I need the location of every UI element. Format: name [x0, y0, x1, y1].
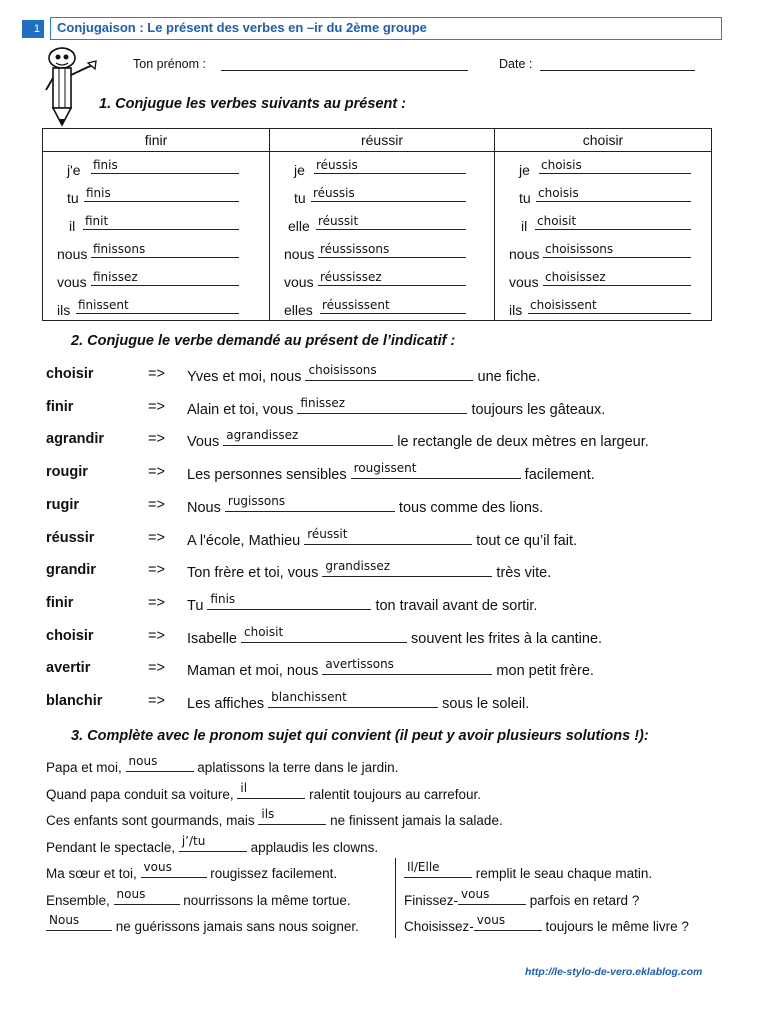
exercise-row: [46, 559, 746, 584]
date-label: Date :: [499, 57, 533, 71]
pronoun: ils: [509, 302, 523, 318]
table-row: [43, 264, 712, 292]
handwritten-answer: finis: [86, 186, 111, 200]
column-header-reussir: réussir: [270, 129, 495, 152]
answer-line[interactable]: [318, 285, 466, 286]
handwritten-answer: choisissent: [530, 298, 597, 312]
sentence: [187, 363, 541, 385]
sentence-end: applaudis les clowns.: [246, 839, 379, 855]
sentence-end: tout ce qu’il fait.: [472, 532, 578, 549]
section2-heading: 2. Conjugue le verbe demandé au présent de l’indicatif :: [71, 333, 456, 349]
handwritten-answer: finissez: [300, 395, 346, 410]
handwritten-answer: finissons: [93, 242, 146, 256]
handwritten-answer: nous: [128, 754, 158, 768]
infinitive-verb: choisir: [46, 627, 94, 644]
answer-line[interactable]: [543, 257, 691, 258]
sentence-end: très vite.: [492, 565, 552, 582]
date-field[interactable]: [540, 70, 695, 71]
handwritten-answer: réussissez: [320, 270, 382, 284]
pronoun: elles: [284, 302, 313, 318]
answer-blank[interactable]: [237, 780, 305, 799]
handwritten-answer: avertissons: [325, 657, 394, 672]
exercise-row: [46, 860, 338, 881]
sentence: [187, 624, 603, 647]
sentence: [187, 559, 552, 582]
sentence: [187, 690, 530, 712]
table-row: [43, 208, 712, 236]
firstname-field[interactable]: [221, 70, 468, 71]
answer-line[interactable]: [314, 173, 466, 174]
arrow: =>: [148, 660, 165, 677]
table-cell: [495, 236, 712, 264]
answer-blank[interactable]: [351, 461, 521, 479]
answer-line[interactable]: [536, 201, 691, 202]
answer-line[interactable]: [320, 313, 466, 314]
handwritten-answer: choisissons: [545, 242, 614, 256]
sentence: [187, 591, 538, 614]
sentence-end: mon petit frère.: [492, 663, 594, 680]
handwritten-answer: finissez: [93, 270, 138, 284]
answer-blank[interactable]: [179, 833, 247, 852]
answer-blank[interactable]: [114, 886, 180, 905]
pronoun: tu: [519, 190, 531, 206]
pronoun: elle: [288, 218, 310, 234]
sentence: [187, 493, 544, 516]
arrow: =>: [148, 496, 165, 513]
sentence-start: Ces enfants sont gourmands, mais: [46, 813, 259, 828]
pronoun: vous: [509, 274, 539, 290]
handwritten-answer: choisissez: [545, 270, 606, 284]
page-title: Conjugaison : Le présent des verbes en –ir du 2ème groupe: [50, 17, 722, 40]
sentence-end: ralentit toujours au carrefour.: [305, 786, 481, 802]
handwritten-answer: Il/Elle: [407, 860, 440, 874]
exercise-row: [46, 833, 379, 855]
answer-blank[interactable]: [297, 395, 467, 414]
infinitive-verb: rugir: [46, 496, 80, 513]
answer-blank[interactable]: [258, 807, 326, 825]
table-cell: [270, 292, 495, 321]
sentence-end: aplatissons la terre dans le jardin.: [193, 760, 399, 775]
exercise-row: [46, 395, 746, 421]
exercise-row: [46, 428, 746, 453]
handwritten-answer: rugissons: [227, 493, 286, 508]
handwritten-answer: choisit: [244, 624, 284, 639]
arrow: =>: [148, 464, 165, 481]
firstname-label: Ton prénom :: [133, 57, 206, 71]
sentence-start: Choisissez-: [404, 919, 474, 934]
handwritten-answer: finis: [93, 158, 118, 172]
handwritten-answer: choisit: [537, 214, 577, 228]
sentence-end: parfois en retard ?: [526, 892, 640, 908]
exercise-row: [46, 754, 399, 775]
handwritten-answer: finissent: [78, 298, 129, 312]
sentence-start: Les affiches: [187, 696, 269, 712]
exercise-row: [46, 690, 746, 715]
sentence-end: une fiche.: [473, 369, 541, 385]
handwritten-answer: nous: [116, 886, 146, 901]
sentence-end: rougissez facilement.: [206, 866, 338, 881]
column-header-finir: finir: [43, 129, 270, 152]
answer-line[interactable]: [528, 313, 691, 314]
handwritten-answer: réussissent: [322, 298, 390, 312]
infinitive-verb: réussir: [46, 529, 95, 546]
exercise-row: [46, 913, 359, 934]
sentence: [187, 657, 594, 680]
infinitive-verb: finir: [46, 594, 74, 611]
answer-blank[interactable]: [474, 913, 542, 931]
answer-blank[interactable]: [126, 754, 194, 772]
column-header-choisir: choisir: [495, 129, 712, 152]
answer-blank[interactable]: [404, 860, 472, 878]
infinitive-verb: finir: [46, 398, 74, 415]
answer-blank[interactable]: [241, 624, 407, 643]
infinitive-verb: grandir: [46, 562, 96, 579]
table-cell: [270, 180, 495, 208]
answer-line[interactable]: [535, 229, 691, 230]
answer-blank[interactable]: [304, 526, 472, 545]
handwritten-answer: choisissons: [308, 363, 377, 377]
table-cell: [43, 152, 270, 181]
pronoun: nous: [284, 246, 315, 262]
handwritten-answer: j’/tu: [181, 833, 206, 848]
exercise-row: [46, 461, 746, 486]
sentence-end: nourrissons la même tortue.: [179, 892, 351, 908]
table-cell: [270, 264, 495, 292]
arrow: =>: [148, 431, 165, 448]
table-row: [43, 292, 712, 321]
sentence-end: ne finissent jamais la salade.: [326, 813, 503, 828]
handwritten-answer: ils: [261, 807, 275, 821]
answer-line[interactable]: [539, 173, 691, 174]
handwritten-answer: agrandissez: [226, 428, 299, 443]
section1-heading: 1. Conjugue les verbes suivants au présent :: [99, 96, 407, 112]
table-cell: [43, 208, 270, 236]
table-cell: [43, 292, 270, 321]
infinitive-verb: blanchir: [46, 693, 103, 709]
exercise-row: [46, 807, 503, 828]
sentence-start: Isabelle: [187, 630, 242, 647]
table-cell: [495, 180, 712, 208]
sentence-start: Vous: [187, 434, 224, 451]
answer-line[interactable]: [318, 257, 466, 258]
table-row: [43, 180, 712, 208]
pronoun: je: [519, 162, 530, 178]
table-cell: [495, 152, 712, 181]
pronoun: il: [69, 218, 76, 234]
handwritten-answer: réussit: [307, 526, 348, 541]
handwritten-answer: réussis: [313, 186, 355, 200]
exercise-row: [46, 886, 351, 908]
answer-line[interactable]: [316, 229, 466, 230]
answer-line[interactable]: [91, 285, 239, 286]
table-cell: [495, 292, 712, 321]
sentence: [187, 526, 578, 549]
infinitive-verb: avertir: [46, 660, 91, 677]
handwritten-answer: réussis: [316, 158, 358, 172]
sentence-end: ton travail avant de sortir.: [371, 597, 538, 614]
footer-link[interactable]: http://le-stylo-de-vero.eklablog.com: [525, 966, 703, 978]
sentence-end: tous comme des lions.: [394, 499, 544, 516]
sentence-start: Ma sœur et toi,: [46, 866, 141, 881]
arrow: =>: [148, 562, 165, 579]
handwritten-answer: grandissez: [325, 559, 391, 574]
sentence: [187, 395, 606, 418]
sentence-start: Ton frère et toi, vous: [187, 565, 323, 582]
handwritten-answer: réussissons: [320, 242, 390, 256]
answer-line[interactable]: [76, 313, 239, 314]
pronoun: vous: [284, 274, 314, 290]
exercise-row: [46, 363, 746, 388]
exercise-row: [404, 913, 689, 934]
exercise-row: [404, 860, 653, 881]
table-cell: [43, 264, 270, 292]
pronoun: tu: [294, 190, 306, 206]
answer-line[interactable]: [91, 257, 239, 258]
sentence-start: Les personnes sensibles: [187, 467, 351, 484]
exercise-row: [46, 657, 746, 682]
arrow: =>: [148, 627, 165, 644]
sentence-start: Tu: [187, 597, 208, 614]
pencil-mascot-icon: [40, 45, 98, 127]
handwritten-answer: rougissent: [353, 461, 417, 476]
sentence: [187, 428, 649, 451]
answer-line[interactable]: [84, 201, 239, 202]
exercise-row: [46, 493, 746, 519]
answer-blank[interactable]: [223, 428, 393, 446]
exercise-row: [46, 526, 746, 552]
handwritten-answer: vous: [461, 886, 490, 901]
sentence-end: le rectangle de deux mètres en largeur.: [393, 434, 649, 451]
arrow: =>: [148, 366, 165, 382]
sentence-start: Alain et toi, vous: [187, 401, 298, 418]
answer-blank[interactable]: [322, 559, 492, 577]
table-cell: [43, 180, 270, 208]
handwritten-answer: Nous: [49, 913, 80, 927]
sentence-end: toujours le même livre ?: [541, 919, 689, 934]
answer-blank[interactable]: [305, 363, 473, 381]
exercise-row: [46, 624, 746, 650]
handwritten-answer: il: [240, 780, 248, 795]
pronoun: ils: [57, 302, 71, 318]
sentence-end: souvent les frites à la cantine.: [407, 630, 603, 647]
exercise-row: [404, 886, 640, 908]
pronoun: il: [521, 218, 528, 234]
answer-blank[interactable]: [322, 657, 492, 675]
sentence-start: Yves et moi, nous: [187, 369, 306, 385]
arrow: =>: [148, 529, 165, 546]
sentence-start: Maman et moi, nous: [187, 663, 323, 680]
table-cell: [270, 152, 495, 181]
arrow: =>: [148, 693, 165, 709]
answer-blank[interactable]: [268, 690, 438, 708]
table-row: [43, 236, 712, 264]
sentence-start: Quand papa conduit sa voiture,: [46, 786, 238, 802]
handwritten-answer: vous: [143, 860, 172, 874]
table-cell: [495, 264, 712, 292]
table-cell: [495, 208, 712, 236]
table-cell: [43, 236, 270, 264]
infinitive-verb: agrandir: [46, 431, 105, 448]
arrow: =>: [148, 594, 165, 611]
infinitive-verb: choisir: [46, 366, 94, 382]
answer-line[interactable]: [543, 285, 691, 286]
answer-line[interactable]: [91, 173, 239, 174]
sentence-end: ne guérissons jamais sans nous soigner.: [112, 919, 359, 934]
handwritten-answer: finit: [85, 214, 109, 228]
sentence-start: Nous: [187, 499, 225, 516]
answer-blank[interactable]: [141, 860, 207, 878]
answer-line[interactable]: [83, 229, 239, 230]
answer-line[interactable]: [311, 201, 466, 202]
handwritten-answer: finis: [210, 591, 236, 606]
pronoun: nous: [509, 246, 540, 262]
answer-blank[interactable]: [458, 886, 526, 905]
table-row: [43, 152, 712, 181]
pronoun: nous: [57, 246, 88, 262]
sentence-start: Papa et moi,: [46, 760, 126, 775]
exercise-row: [46, 591, 746, 617]
exercise-row: [46, 780, 481, 802]
pronoun: vous: [57, 274, 87, 290]
answer-blank[interactable]: [46, 913, 112, 931]
sentence-start: A l'école, Mathieu: [187, 532, 305, 549]
handwritten-answer: vous: [476, 913, 506, 927]
handwritten-answer: choisis: [538, 186, 579, 200]
page-number: 1: [22, 20, 44, 38]
pronoun: je: [294, 162, 305, 178]
pronoun: tu: [67, 190, 79, 206]
infinitive-verb: rougir: [46, 464, 88, 481]
sentence-end: remplit le seau chaque matin.: [472, 866, 653, 881]
column-divider: [395, 858, 396, 938]
conjugation-table: [42, 128, 712, 321]
handwritten-answer: blanchissent: [271, 690, 347, 704]
answer-blank[interactable]: [225, 493, 395, 512]
sentence-end: facilement.: [520, 467, 595, 484]
handwritten-answer: choisis: [541, 158, 582, 172]
handwritten-answer: réussit: [318, 214, 359, 228]
answer-blank[interactable]: [207, 591, 371, 610]
sentence-start: Pendant le spectacle,: [46, 839, 179, 855]
arrow: =>: [148, 398, 165, 415]
sentence-end: toujours les gâteaux.: [467, 401, 606, 418]
table-cell: [270, 208, 495, 236]
pronoun: j'e: [67, 162, 81, 178]
sentence: [187, 461, 595, 484]
sentence-start: Ensemble,: [46, 892, 114, 908]
sentence-end: sous le soleil.: [438, 696, 530, 712]
sentence-start: Finissez-: [404, 892, 459, 908]
section3-heading: 3. Complète avec le pronom sujet qui convient (il peut y avoir plusieurs solutions !):: [71, 728, 649, 744]
table-cell: [270, 236, 495, 264]
